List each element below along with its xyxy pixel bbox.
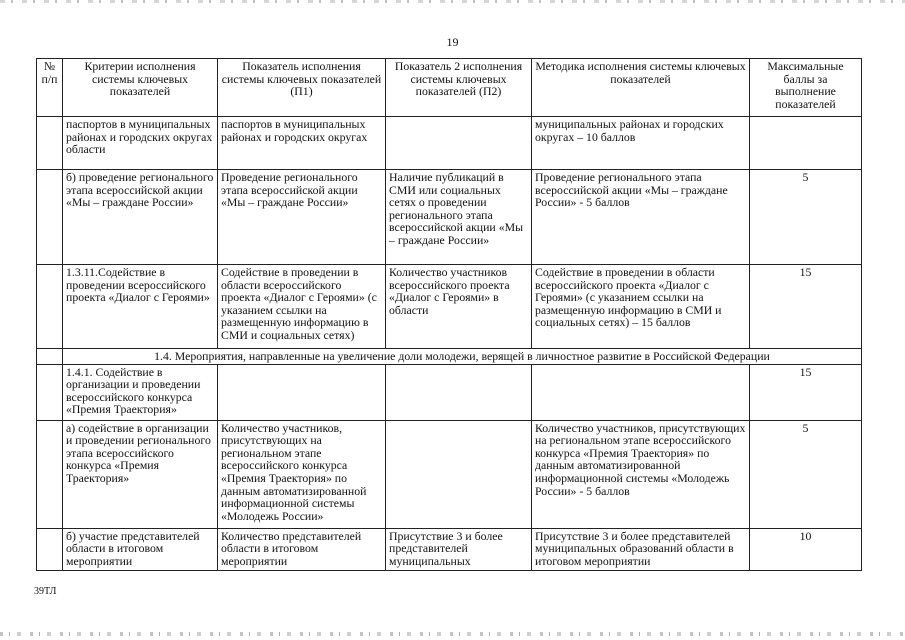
page-number: 19	[446, 35, 459, 49]
header-p1: Показатель исполнения системы ключевых показателей (П1)	[218, 59, 386, 117]
cell-p2	[386, 420, 532, 528]
table-row	[37, 364, 862, 420]
cell-p2: Количество участников всероссийского проекта «Диалог с Героями» в области	[386, 265, 532, 349]
cell-p2: Наличие публикаций в СМИ или социальных сетях о проведении регионального этапа всероссийской акции «Мы – граждане России»	[386, 170, 532, 265]
criteria-table	[36, 58, 862, 571]
cell-method: Количество участников, присутствующих на региональном этапе всероссийского конкурса «Премия Траектория» по данным автоматизированной информационной системы «Молодежь России» - 5 баллов	[532, 420, 750, 528]
cell-method: Проведение регионального этапа всероссийской акции «Мы – граждане России» - 5 баллов	[532, 170, 750, 265]
row-num	[37, 528, 63, 570]
cell-p1	[218, 364, 386, 420]
table-row	[37, 420, 862, 528]
cell-max: 5	[750, 420, 862, 528]
header-num: № п/п	[37, 59, 63, 117]
header-max: Максимальные баллы за выполнение показателей	[750, 59, 862, 117]
row-num	[37, 265, 63, 349]
cell-p1: паспортов в муниципальных районах и городских округах	[218, 117, 386, 170]
cell-p1: Содействие в проведении в области всероссийского проекта «Диалог с Героями» (с указанием ссылки на размещенную информацию в СМИ и социальных сетях)	[218, 265, 386, 349]
cell-criteria: 1.4.1. Содействие в организации и проведении всероссийского конкурса «Премия Траектория»	[63, 364, 218, 420]
cell-criteria: б) проведение регионального этапа всероссийской акции «Мы – граждане России»	[63, 170, 218, 265]
header-criteria: Критерии исполнения системы ключевых показателей	[63, 59, 218, 117]
cell-criteria: б) участие представителей области в итоговом мероприятии	[63, 528, 218, 570]
table-row	[37, 117, 862, 170]
table-row	[37, 528, 862, 570]
footer-code: 39ТЛ	[34, 586, 57, 597]
cell-criteria: 1.3.11.Содействие в проведении всероссийского проекта «Диалог с Героями»	[63, 265, 218, 349]
cell-method: Содействие в проведении в области всероссийского проекта «Диалог с Героями» (с указанием ссылки на размещенную информацию в СМИ и социальных сетях) – 15 баллов	[532, 265, 750, 349]
table-row	[37, 265, 862, 349]
cell-max: 15	[750, 364, 862, 420]
row-num	[37, 170, 63, 265]
cell-criteria: а) содействие в организации и проведении регионального этапа всероссийского конкурса «Премия Траектория»	[63, 420, 218, 528]
row-num	[37, 117, 63, 170]
scan-artifact-top	[0, 0, 905, 3]
table-row	[37, 170, 862, 265]
scan-artifact-bottom	[0, 632, 905, 636]
cell-p1: Проведение регионального этапа всероссийской акции «Мы – граждане России»	[218, 170, 386, 265]
cell-p1: Количество представителей области в итоговом мероприятии	[218, 528, 386, 570]
cell-method	[532, 364, 750, 420]
row-num	[37, 420, 63, 528]
cell-max: 10	[750, 528, 862, 570]
cell-max: 15	[750, 265, 862, 349]
header-p2: Показатель 2 исполнения системы ключевых показателей (П2)	[386, 59, 532, 117]
cell-p2	[386, 117, 532, 170]
table-header-row	[37, 59, 862, 117]
row-num	[37, 364, 63, 420]
cell-max	[750, 117, 862, 170]
section-row	[37, 349, 862, 365]
cell-max: 5	[750, 170, 862, 265]
section-title: 1.4. Мероприятия, направленные на увеличение доли молодежи, верящей в личностное развитие в Российской Федерации	[63, 349, 862, 365]
header-method: Методика исполнения системы ключевых показателей	[532, 59, 750, 117]
cell-criteria: паспортов в муниципальных районах и городских округах области	[63, 117, 218, 170]
row-num	[37, 349, 63, 365]
cell-method: муниципальных районах и городских округах – 10 баллов	[532, 117, 750, 170]
cell-p1: Количество участников, присутствующих на региональном этапе всероссийского конкурса «Премия Траектория» по данным автоматизированной информационной системы «Молодежь России»	[218, 420, 386, 528]
cell-method: Присутствие 3 и более представителей муниципальных образований области в итоговом мероприятии	[532, 528, 750, 570]
cell-p2: Присутствие 3 и более представителей муниципальных	[386, 528, 532, 570]
cell-p2	[386, 364, 532, 420]
